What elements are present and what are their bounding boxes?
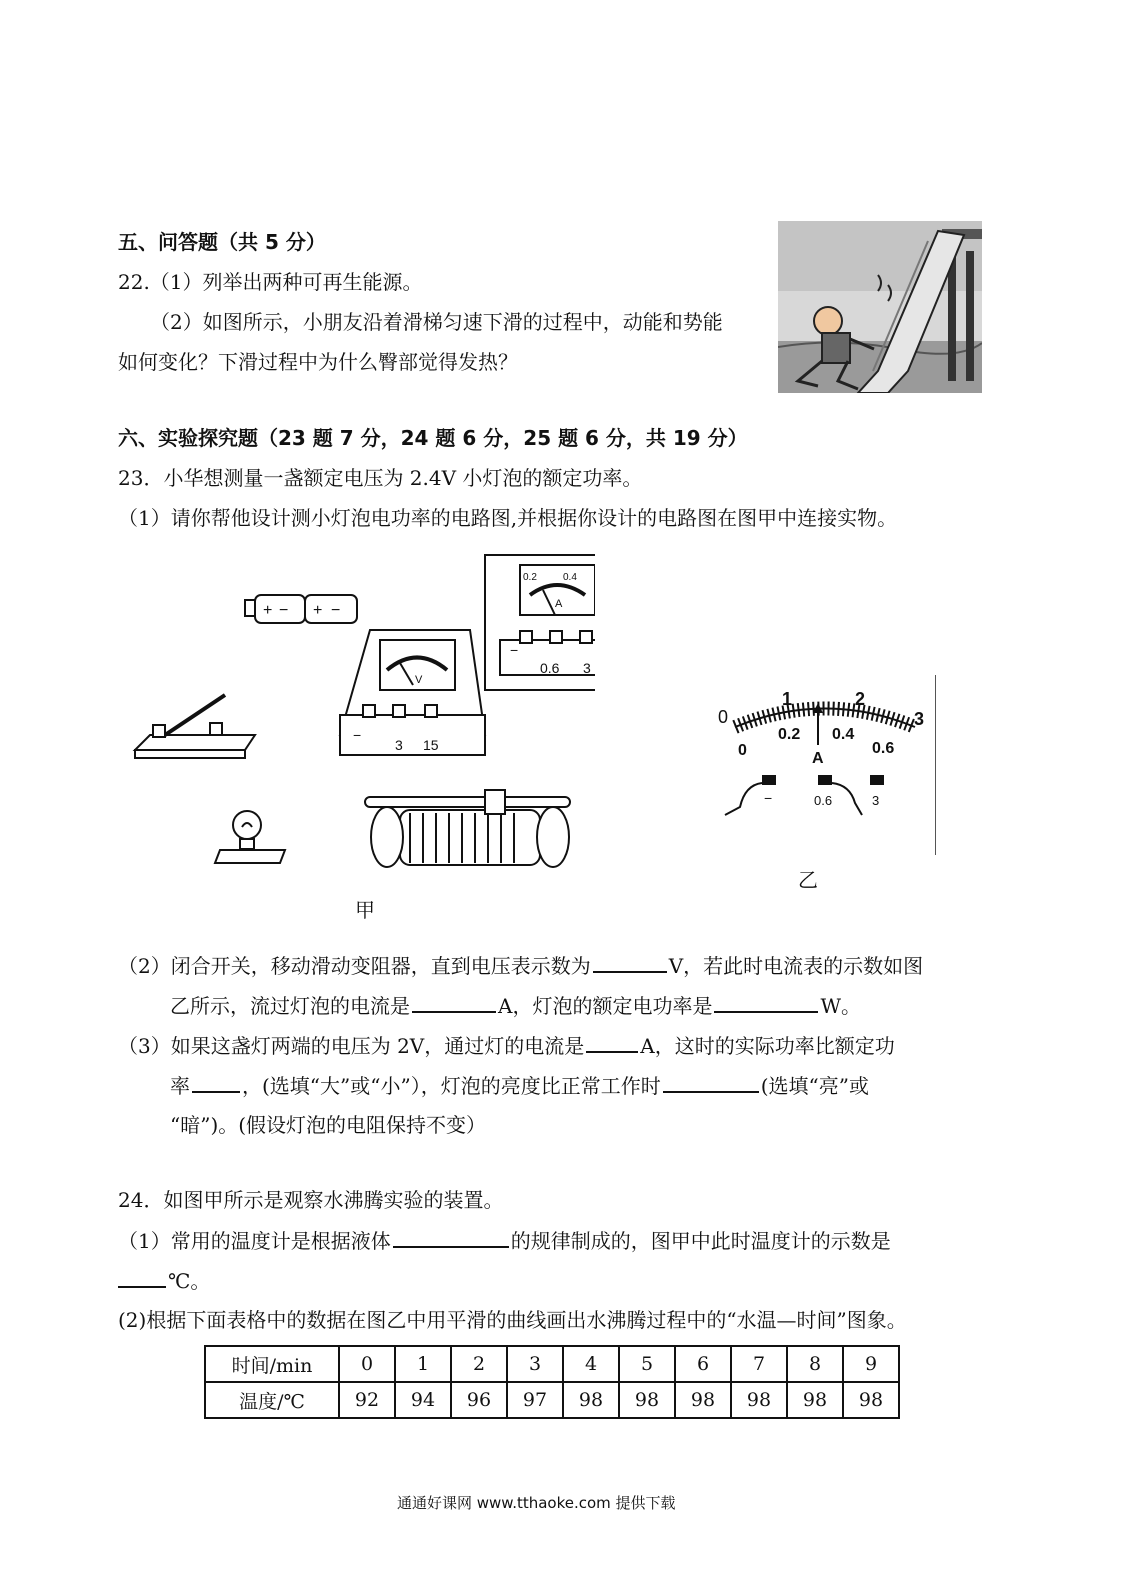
q24-part1-line1 [118,1226,891,1255]
svg-text:0.2: 0.2 [523,572,537,583]
table-cell: 98 [843,1382,899,1418]
q24-part1-text-b: 的规律制成的，图甲中此时温度计的示数是 [510,1229,891,1253]
q24-intro: 24．如图甲所示是观察水沸腾实验的装置。 [118,1188,504,1212]
svg-text:0: 0 [738,742,747,759]
q23-part3-line3: “暗”)。(假设灯泡的电阻保持不变） [170,1113,487,1137]
q23-part2-text-d: A，灯泡的额定电功率是 [498,994,713,1018]
svg-text:−: − [279,602,289,619]
q23-part1: （1）请你帮他设计测小灯泡电功率的电路图,并根据你设计的电路图在图甲中连接实物。 [118,506,898,530]
table-cell: 97 [507,1382,563,1418]
svg-text:A: A [555,598,563,610]
table-cell: 6 [675,1346,731,1382]
answer-blank-thermometer[interactable] [118,1266,166,1288]
table-cell: 2 [451,1346,507,1382]
voltmeter-icon [340,630,485,755]
figure-jia-label: 甲 [355,898,375,922]
q24-part2: (2)根据下面表格中的数据在图乙中用平滑的曲线画出水沸腾过程中的“水温—时间”图象。 [118,1308,907,1332]
table-row [205,1346,899,1382]
page-footer: 通通好课网 www.tthaoke.com 提供下载 [397,1494,676,1512]
table-cell: 4 [563,1346,619,1382]
q24-part1-text-a: （1）常用的温度计是根据液体 [118,1229,391,1253]
q23-part3-text-a: （3）如果这盏灯两端的电压为 2V，通过灯的电流是 [118,1034,585,1058]
table-cell: 0 [339,1346,395,1382]
section-6-heading: 六、实验探究题（23 题 7 分，24 题 6 分，25 题 6 分，共 19 分） [118,426,748,450]
answer-blank-liquid-rule[interactable] [393,1226,509,1248]
q24-part1-line2 [118,1266,210,1295]
svg-text:0: 0 [718,707,729,727]
table-cell: 98 [563,1382,619,1418]
table-cell: 98 [619,1382,675,1418]
svg-text:−: − [331,602,341,619]
q23-intro: 23．小华想测量一盏额定电压为 2.4V 小灯泡的额定功率。 [118,466,643,490]
svg-text:0.6: 0.6 [540,660,560,676]
q22-line2: （2）如图所示，小朋友沿着滑梯匀速下滑的过程中，动能和势能 [150,310,723,334]
q23-part3-line2 [170,1071,869,1100]
table-cell: 1 [395,1346,451,1382]
q23-part3-text-c: 率 [170,1074,190,1098]
svg-text:0.6: 0.6 [814,793,833,808]
time-temperature-table [204,1345,900,1419]
q22-line3: 如何变化？下滑过程中为什么臀部觉得发热？ [118,350,518,374]
table-cell: 98 [675,1382,731,1418]
svg-text:A: A [812,750,824,767]
svg-text:3: 3 [583,660,591,676]
table-cell: 98 [731,1382,787,1418]
q23-part2-text-c: 乙所示，流过灯泡的电流是 [170,994,410,1018]
q23-part3-line1 [118,1031,895,1060]
q23-part2-text-e: W。 [820,994,862,1018]
q23-part3-text-d: ，(选填“大”或“小”），灯泡的亮度比正常工作时 [242,1074,661,1098]
table-cell: 92 [339,1382,395,1418]
figure-yi-ammeter-dial [710,675,940,860]
svg-text:+: + [313,602,323,619]
table-row [205,1382,899,1418]
q23-part2-line2 [170,991,861,1020]
svg-text:3: 3 [395,737,403,753]
q23-part3-text-e: (选填“亮”或 [760,1074,869,1098]
svg-text:3: 3 [914,709,925,729]
table-cell: 8 [787,1346,843,1382]
answer-blank-bigger-smaller[interactable] [192,1071,240,1093]
svg-text:+: + [263,602,273,619]
figure-divider [935,675,936,855]
svg-text:0.2: 0.2 [778,726,801,743]
table-cell: 94 [395,1382,451,1418]
svg-text:V: V [415,674,423,686]
answer-blank-actual-current[interactable] [586,1031,638,1053]
table-header-time: 时间/min [205,1346,339,1382]
figure-yi-label: 乙 [798,868,818,892]
bulb-icon [215,811,285,863]
switch-icon [135,695,255,758]
table-cell: 7 [731,1346,787,1382]
q23-part2-text-a: （2）闭合开关，移动滑动变阻器，直到电压表示数为 [118,954,591,978]
slide-illustration [778,221,982,393]
q24-part1-text-c: ℃。 [168,1269,211,1293]
svg-text:−: − [353,727,362,743]
svg-text:1: 1 [782,689,793,709]
rheostat-icon [365,790,570,867]
svg-text:0.6: 0.6 [872,740,895,757]
svg-text:0.4: 0.4 [832,726,855,743]
svg-text:3: 3 [872,793,880,808]
svg-text:−: − [510,642,519,658]
answer-blank-current[interactable] [412,991,496,1013]
table-header-temperature: 温度/℃ [205,1382,339,1418]
q23-part2-text-b: V，若此时电流表的示数如图 [668,954,924,978]
svg-text:0.4: 0.4 [563,572,577,583]
table-cell: 96 [451,1382,507,1418]
q22-line1: 22.（1）列举出两种可再生能源。 [118,270,423,294]
svg-text:−: − [764,790,773,806]
table-cell: 3 [507,1346,563,1382]
q23-part3-text-b: A，这时的实际功率比额定功 [640,1034,895,1058]
section-5-heading: 五、问答题（共 5 分） [118,230,326,254]
svg-text:2: 2 [855,689,866,709]
svg-text:15: 15 [423,737,439,753]
answer-blank-voltage[interactable] [593,951,667,973]
figure-jia-apparatus [125,545,595,885]
ammeter-icon [485,555,595,690]
table-cell: 5 [619,1346,675,1382]
battery-icon [245,595,357,623]
table-cell: 98 [787,1382,843,1418]
answer-blank-power[interactable] [714,991,818,1013]
table-cell: 9 [843,1346,899,1382]
q23-part2-line1 [118,951,923,980]
answer-blank-brighter-dimmer[interactable] [663,1071,759,1093]
